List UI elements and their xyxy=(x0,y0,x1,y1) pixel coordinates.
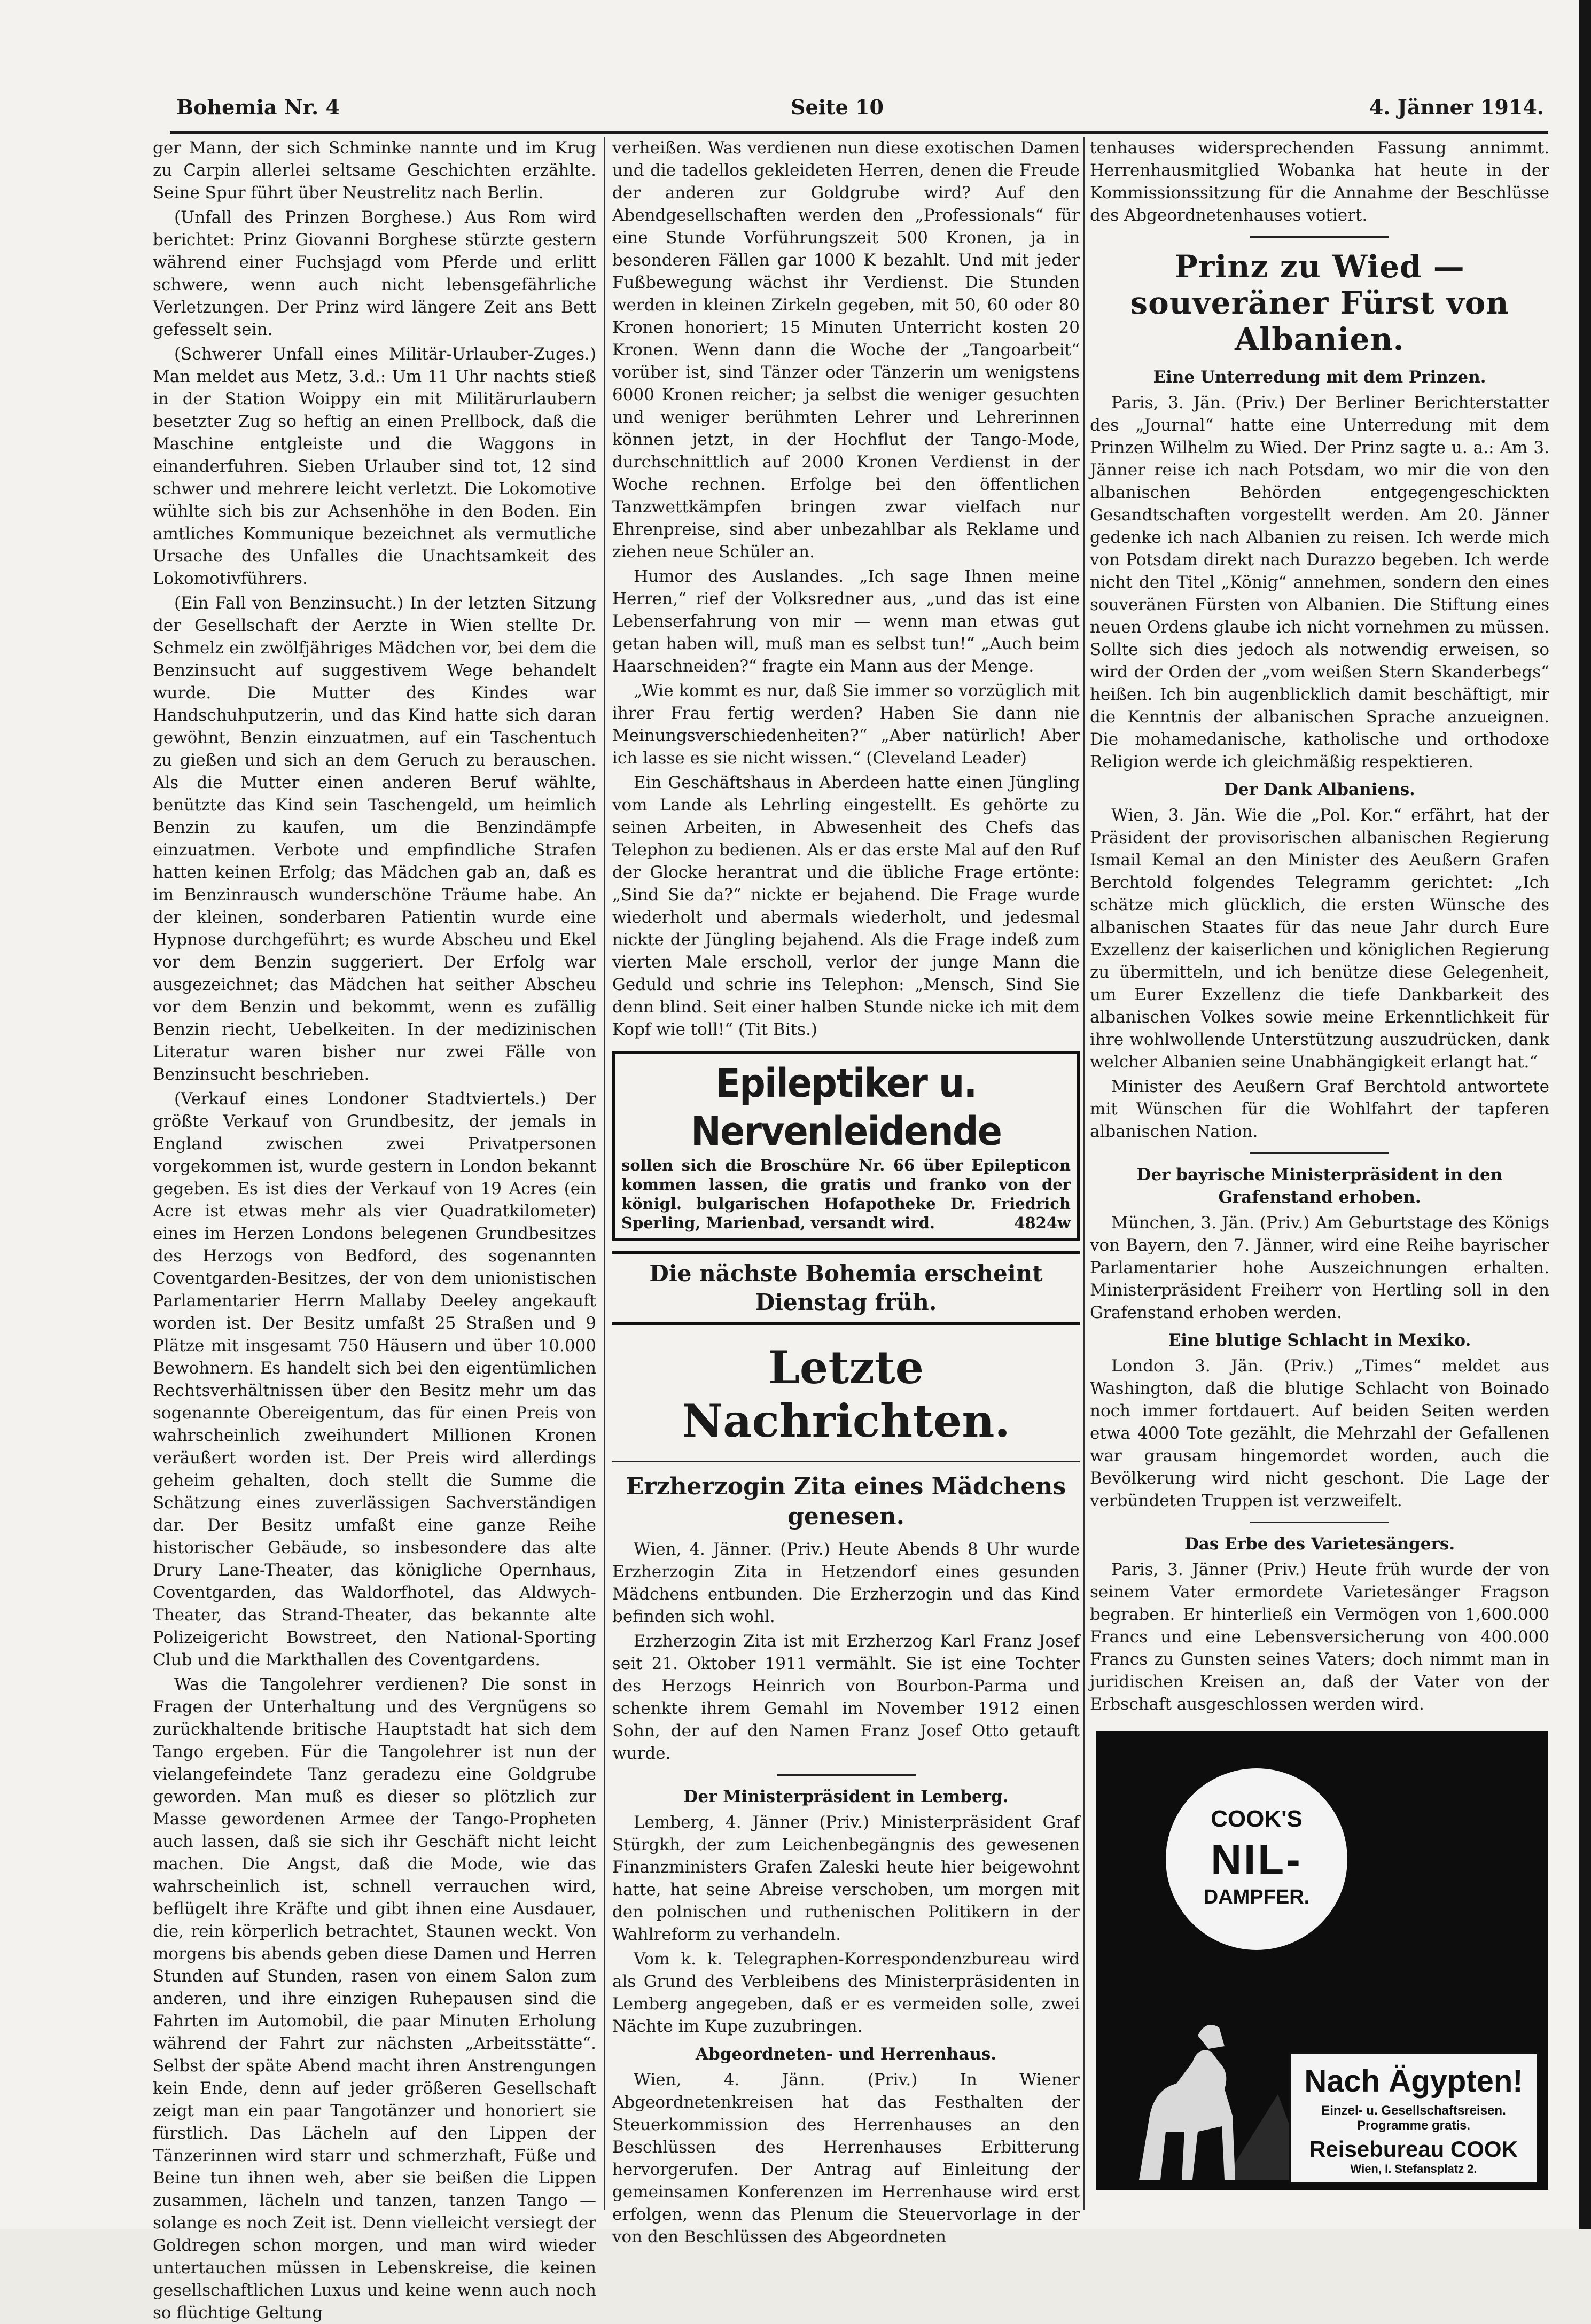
article-paragraph: (Verkauf eines Londoner Stadtviertels.) Der größte Verkauf von Grundbesitz, der jemals in England zwischen zwei Privatpersonen vorgekommen ist, wurde gestern in London bekannt gegeben. Es ist dies der Verkauf von 19 Acres (ein Acre ist etwas mehr als vier Quadratkilometer) eines im Herzen Londons belegenen Grundbesitzes des Herzogs von Bedford, des sogenannten Coventgarden-Besitzes, der von dem unionistischen Parlamentarier Herrn Mallaby Deeley angekauft worden ist. Der Besitz umfaßt 25 Straßen und 9 Plätze mit insgesamt 750 Häusern und über 10.000 Bewohnern. Es handelt sich bei den eigentümlichen Rechtsverhältnissen über den Besitz mehr um das sogenannte Obereigentum, das für einen Preis von wahrscheinlich zweihundert Millionen Kronen veräußert worden ist. Der Preis wird allerdings geheim gehalten, doch stellt die Summe die Schätzung eines zuverlässigen Sachverständigen dar. Der Besitz umfaßt eine ganze Reihe historischer Gebäude, so insbesondere das alte Drury Lane-Theater, das königliche Opernhaus, Coventgarden, das Waldorfhotel, das Aldwych-Theater, das Strand-Theater, das bekannte alte Polizeigericht Bowstreet, den National-Sporting Club und die Markthallen des Coventgardens. xyxy=(153,1089,596,1670)
column-rule-2 xyxy=(1083,137,1085,2210)
ad-title: Epileptiker u. Nervenleidende xyxy=(690,1060,1002,1155)
article-paragraph: Lemberg, 4. Jänner (Priv.) Ministerpräsident Graf Stürgkh, der zum Leichenbegängnis des gewesenen Finanzministers Grafen Zaleski heute hier beigewohnt hatte, hat seine Abreise verschoben, um morgen mit den polnischen und ruthenischen Politikern in der Wahlreform zu verhandeln. xyxy=(612,1813,1080,1944)
masthead xyxy=(176,90,1544,127)
cooks-nile-steamer-advertisement xyxy=(1096,1731,1548,2190)
article-separator xyxy=(1250,1522,1389,1523)
article-headline: Der bayrische Ministerpräsident in den Grafenstand erhoben. xyxy=(1136,1165,1503,1207)
article-paragraph: Ein Geschäftshaus in Aberdeen hatte einen Jüngling vom Lande als Lehrling eingestellt. Es gehörte zu seinen Arbeiten, in Abwesenheit des Chefs das Telephon zu bedienen. Als er das erste Mal auf den Ruf der Glocke herantrat und die übliche Frage ertönte: „Sind Sie da?“ nickte er bejahend. Die Frage wurde wiederholt und abermals wiederholt, und jedesmal nickte der Jüngling bejahend. Als die Frage indeß zum vierten Male erscholl, verlor der junge Mann die Geduld und schrie ins Telephon: „Mensch, Sind Sie denn blind. Seit einer halben Stunde nicke ich mit dem Kopf wie toll!“ (Tit Bits.) xyxy=(612,773,1080,1039)
article-headline: Abgeordneten- und Herrenhaus. xyxy=(695,2045,997,2064)
ad-body: sollen sich die Broschüre Nr. 66 über Epilepticon kommen lassen, die gratis und franko von der königl. bulgarischen Hofapotheke Dr. Friedrich Sperling, Marienbad, versandt wird. xyxy=(621,1156,1071,1232)
article-paragraph: Wien, 3. Jän. Wie die „Pol. Kor.“ erfährt, hat der Präsident der provisorischen albanischen Regierung Ismail Kemal an den Minister des Aeußern Grafen Berchtold folgendes Telegramm gerichtet: „Ich schätze mich glücklich, die ersten Wünsche des albanischen Staates für das neue Jahr durch Eure Exzellenz der kaiserlichen und königlichen Regierung zu übermitteln, und ich benütze diese Gelegenheit, um Eurer Exzellenz die tiefe Dankbarkeit des albanischen Volkes sowie meine Erkenntlichkeit für ihre wohlwollende Unterstützung auszudrücken, dank welcher Albanien seine Unabhängigkeit erlangt hat.“ xyxy=(1090,806,1549,1072)
article-headline: Der Ministerpräsident in Lemberg. xyxy=(683,1787,1009,1806)
article-paragraph: Erzherzogin Zita ist mit Erzherzog Karl Franz Josef seit 21. Oktober 1911 vermählt. Sie ist eine Tochter des Herzogs Heinrich von Bourbon-Parma und schenkte ihrem Gemahl im November 1912 einen Sohn, der auf den Namen Franz Josef Otto getauft wurde. xyxy=(612,1632,1080,1763)
article-paragraph: London 3. Jän. (Priv.) „Times“ meldet aus Washington, daß die blutige Schlacht von Boinado noch immer fortdauert. Auf beiden Seiten werden etwa 4000 Tote gezählt, die Mehrzahl der Gefallenen war grausam hingemordet worden, auch die Bevölkerung wird nicht geschont. Die Lage der verbündeten Truppen ist verzweifelt. xyxy=(1090,1356,1549,1510)
ad-box-address: Wien, I. Stefansplatz 2. xyxy=(1350,2162,1477,2175)
ad-code: 4824w xyxy=(1014,1214,1071,1232)
article-headline: Eine blutige Schlacht in Mexiko. xyxy=(1168,1331,1471,1350)
ad-line-cooks: COOK'S xyxy=(1211,1806,1303,1832)
section-title: Letzte Nachrichten. xyxy=(682,1341,1010,1447)
scan-edge xyxy=(1579,0,1591,2229)
article-paragraph: Humor des Auslandes. „Ich sage Ihnen meine Herren,“ rief der Volksredner aus, „und das ist eine Lebenserfahrung von mir — wenn man etwas gut getan haben will, muß man es selbst tun!“ „Auch beim Haarschneiden?“ fragte ein Mann aus der Menge. xyxy=(612,567,1080,676)
article-paragraph: verheißen. Was verdienen nun diese exotischen Damen und die tadellos gekleideten Herren, denen die Freude der anderen zur Goldgrube wird? Auf den Abendgesellschaften werden den „Professionals“ für eine Stunde Vorführungszeit 500 Kronen, ja in besonderen Fällen gar 1000 K bezahlt. Und mit jeder Fußbewegung wächst ihr Verdienst. Die Stunden werden in kleinen Zirkeln gegeben, mit 50, 60 oder 80 Kronen honoriert; 15 Minuten Unterricht kosten 20 Kronen. Wenn dann die Woche der „Tangoarbeit“ vorüber ist, sind Tänzer oder Tänzerin um wenigstens 6000 Kronen reicher; ja selbst die weniger gesuchten und weniger berühmten Lehrer und Lehrerinnen können jetzt, in der Hochflut der Tango-Mode, durchschnittlich auf 2000 Kronen Verdienst in der Woche rechnen. Erfolge bei den öffentlichen Tanzwettkämpfen bringen zwar vielfach nur Ehrenpreise, sind aber unbezahlbar als Reklame und ziehen neue Schüler an. xyxy=(612,138,1080,561)
article-paragraph: Paris, 3. Jän. (Priv.) Der Berliner Berichterstatter des „Journal“ hatte eine Unterredung mit dem Prinzen Wilhelm zu Wied. Der Prinz sagte u. a.: Am 3. Jänner reise ich nach Potsdam, wo mir die von den albanischen Behörden entgegengeschickten Gesandtschaften vorgestellt werden. Am 20. Jänner gedenke ich nach Albanien zu reisen. Ich werde mich von Potsdam direkt nach Durazzo begeben. Ich werde nicht den Titel „König“ annehmen, sondern den eines souveränen Fürsten von Albanien. Die Stiftung eines neuen Ordens glaube ich nicht vornehmen zu müssen. Sollte sich dies jedoch als notwendig erweisen, so wird der Orden der „vom weißen Stern Skanderbegs“ heißen. Ich bin augenblicklich damit beschäftigt, mir die Kenntnis der albanischen Sprache anzueignen. Die mohamedanische, katholische und orthodoxe Religion werde ich gleichmäßig respektieren. xyxy=(1090,393,1549,771)
ad-text xyxy=(621,1156,1071,1233)
article-headline: Erzherzogin Zita eines Mädchens genesen. xyxy=(626,1473,1066,1530)
column-2 xyxy=(612,137,1080,2247)
article-paragraph: Minister des Aeußern Graf Berchtold antwortete mit Wünschen für die Wohlfahrt der tapferen albanischen Nation. xyxy=(1090,1077,1549,1141)
ad-line-nil: NIL- xyxy=(1211,1836,1303,1883)
cook-info-box xyxy=(1289,2052,1539,2184)
article-headline: Das Erbe des Varietesängers. xyxy=(1184,1534,1455,1554)
next-issue-notice: Die nächste Bohemia erscheint Dienstag früh. xyxy=(612,1251,1080,1325)
article-paragraph: (Ein Fall von Benzinsucht.) In der letzten Sitzung der Gesellschaft der Aerzte in Wien stellte Dr. Schmelz ein zwölfjähriges Mädchen vor, bei dem die Benzinsucht auf suggestivem Wege behandelt wurde. Die Mutter des Kindes war Handschuhputzerin, und das Kind hatte sich daran gewöhnt, Benzin einzuatmen, auf ein Taschentuch zu gießen und sich an dem Geruch zu berauschen. Als die Mutter einen anderen Beruf wählte, benützte das Kind sein Taschengeld, um heimlich Benzin zu kaufen, um die Benzindämpfe einzuatmen. Verbote und empfindliche Strafen hatten keinen Erfolg; das Mädchen gab an, daß es im Benzinrausch wunderschöne Träume habe. An der kleinen, sonderbaren Patientin wurde eine Hypnose durchgeführt; es wurde Abscheu und Ekel vor dem Benzin suggeriert. Der Erfolg war ausgezeichnet; das Mädchen hat seither Abscheu vor dem Benzin und bekommt, wenn es zufällig Benzin riecht, Uebelkeiten. In der medizinischen Literatur waren bisher nur zwei Fälle von Benzinsucht beschrieben. xyxy=(153,594,596,1084)
article-paragraph: Was die Tangolehrer verdienen? Die sonst in Fragen der Unterhaltung und des Vergnügens so zurückhaltende britische Hauptstadt hat sich dem Tango ergeben. Für die Tangolehrer ist nun der vielangefeindete Tanz geradezu eine Goldgrube geworden. Man muß es dieser so plötzlich zur Masse gewordenen Armee der Tango-Propheten auch lassen, daß sie sich ihr Geschäft nicht leicht machen. Die Angst, daß die Mode, wie das wahrscheinlich ist, schnell verrauchen wird, beflügelt ihre Kräfte und gibt ihnen eine Ausdauer, die, rein körperlich betrachtet, Staunen weckt. Von morgens bis abends geben diese Damen und Herren Stunden auf Stunden, rasen von einem Salon zum anderen, und ihre einzigen Ruhepausen sind die Fahrten im Automobil, die paar Minuten Erholung während der Fahrt zur nächsten „Arbeitsstätte“. Selbst der späte Abend macht ihren Anstrengungen kein Ende, denn auf jeder größeren Gesellschaft zeigt man ein paar Tangotänzer und honoriert sie fürstlich. Das Lächeln auf den Lippen der Tänzerinnen wird starr und schmerzhaft, Füße und Beine tun ihnen weh, aber sie beißen die Lippen zusammen, lächeln und tanzen, tanzen Tango — solange es noch Zeit ist. Denn vielleicht versiegt der Goldregen schon morgen, und man wird wieder untertauchen müssen in Lebenskreise, die keinen gesellschaftlichen Luxus und keine wenn auch noch so flüchtige Geltung xyxy=(153,1675,596,2322)
masthead-page-number: Seite 10 xyxy=(791,95,884,119)
article-paragraph: Vom k. k. Telegraphen-Korrespondenzbureau wird als Grund des Verbleibens des Ministerpräsidenten in Lemberg angegeben, daß er es vermeiden solle, zwei Nächte im Kupe zuzubringen. xyxy=(612,1949,1080,2036)
article-paragraph: (Unfall des Prinzen Borghese.) Aus Rom wird berichtet: Prinz Giovanni Borghese stürzte gestern während einer Fuchsjagd vom Pferde und erlitt schwere, wenn auch nicht lebensgefährliche Verletzungen. Der Prinz wird längere Zeit ans Bett gefesselt sein. xyxy=(153,208,596,339)
section-rule xyxy=(612,1461,1080,1462)
article-paragraph: (Schwerer Unfall eines Militär-Urlauber-Zuges.) Man meldet aus Metz, 3.d.: Um 11 Uhr nachts stieß in der Station Woippy ein mit Militärurlaubern besetzter Zug so heftig an einen Prellbock, daß die Maschine entgleiste und die Waggons in einanderfuhren. Sieben Urlauber sind tot, 12 sind schwer und mehrere leicht verletzt. Die Lokomotive wühlte sich bis zur Achsenhöhe in den Boden. Ein amtliches Kommunique bezeichnet als vermutliche Ursache des Unfalles die Unachtsamkeit des Lokomotivführers. xyxy=(153,345,596,588)
ad-box-line: Programme gratis. xyxy=(1356,2118,1471,2133)
ad-box-company: Reisebureau COOK xyxy=(1309,2136,1518,2162)
masthead-rule xyxy=(170,131,1548,134)
article-paragraph: ger Mann, der sich Schminke nannte und im Krug zu Carpin allerlei seltsame Geschichten erzählte. Seine Spur führt über Neustrelitz nach Berlin. xyxy=(153,138,596,202)
article-paragraph: Paris, 3. Jänner (Priv.) Heute früh wurde der von seinem Vater ermordete Varietesänger Fragson begraben. Er hinterließ ein Vermögen von 1,600.000 Francs und eine Lebensversicherung von 400.000 Francs zu Gunsten seines Vaters; doch nimmt man in juridischen Kreisen an, daß der Vater von der Erbschaft ausgeschlossen werden wird. xyxy=(1090,1560,1549,1714)
article-headline: Prinz zu Wied — souveräner Fürst von Albanien. xyxy=(1130,248,1509,357)
article-separator xyxy=(1250,1152,1389,1154)
article-headline: Der Dank Albaniens. xyxy=(1224,780,1415,799)
masthead-date: 4. Jänner 1914. xyxy=(1369,95,1544,119)
ad-box-title: Nach Ägypten! xyxy=(1304,2064,1523,2099)
advertisement-epileptiker xyxy=(612,1051,1080,1241)
article-separator xyxy=(1250,236,1389,238)
article-subheadline: Eine Unterredung mit dem Prinzen. xyxy=(1153,368,1486,387)
masthead-paper-issue: Bohemia Nr. 4 xyxy=(176,95,340,119)
column-1 xyxy=(153,137,596,2322)
article-paragraph: Wien, 4. Jänner. (Priv.) Heute Abends 8 Uhr wurde Erzherzogin Zita in Hetzendorf eines gesunden Mädchens entbunden. Die Erzherzogin und das Kind befinden sich wohl. xyxy=(612,1540,1080,1626)
camel-pyramid-illustration xyxy=(1118,1955,1310,2180)
article-paragraph: Wien, 4. Jänn. (Priv.) In Wiener Abgeordnetenkreisen hat das Festhalten der Steuerkommission des Herrenhauses an den Beschlüssen des Herrenhauses Erbitterung hervorgerufen. Der Antrag auf Einleitung der gemeinsamen Konferenzen im Herrenhause wird erst erfolgen, wenn das Plenum die Steuervorlage in der von den Beschlüssen des Abgeordneten xyxy=(612,2070,1080,2247)
article-separator xyxy=(777,1774,916,1776)
article-paragraph: München, 3. Jän. (Priv.) Am Geburtstage des Königs von Bayern, den 7. Jänner, wird eine Reihe bayrischer Parlamentarier hohe Auszeichnungen erhalten. Ministerpräsident Freiherr von Hertling soll in den Grafenstand erhoben werden. xyxy=(1090,1213,1549,1322)
article-paragraph: tenhauses widersprechenden Fassung annimmt. Herrenhausmitglied Wobanka hat heute in der Kommissionssitzung für die Annahme der Beschlüsse des Abgeordnetenhauses votiert. xyxy=(1090,138,1549,225)
column-rule-1 xyxy=(604,137,605,2210)
article-paragraph: „Wie kommt es nur, daß Sie immer so vorzüglich mit ihrer Frau fertig werden? Haben Sie dann nie Meinungsverschiedenheiten?“ „Aber natürlich! Aber ich lasse es sie nicht wissen.“ (Cleveland Leader) xyxy=(612,681,1080,768)
ad-line-dampfer: DAMPFER. xyxy=(1203,1886,1310,1908)
ad-box-line: Einzel- u. Gesellschaftsreisen. xyxy=(1321,2103,1506,2118)
